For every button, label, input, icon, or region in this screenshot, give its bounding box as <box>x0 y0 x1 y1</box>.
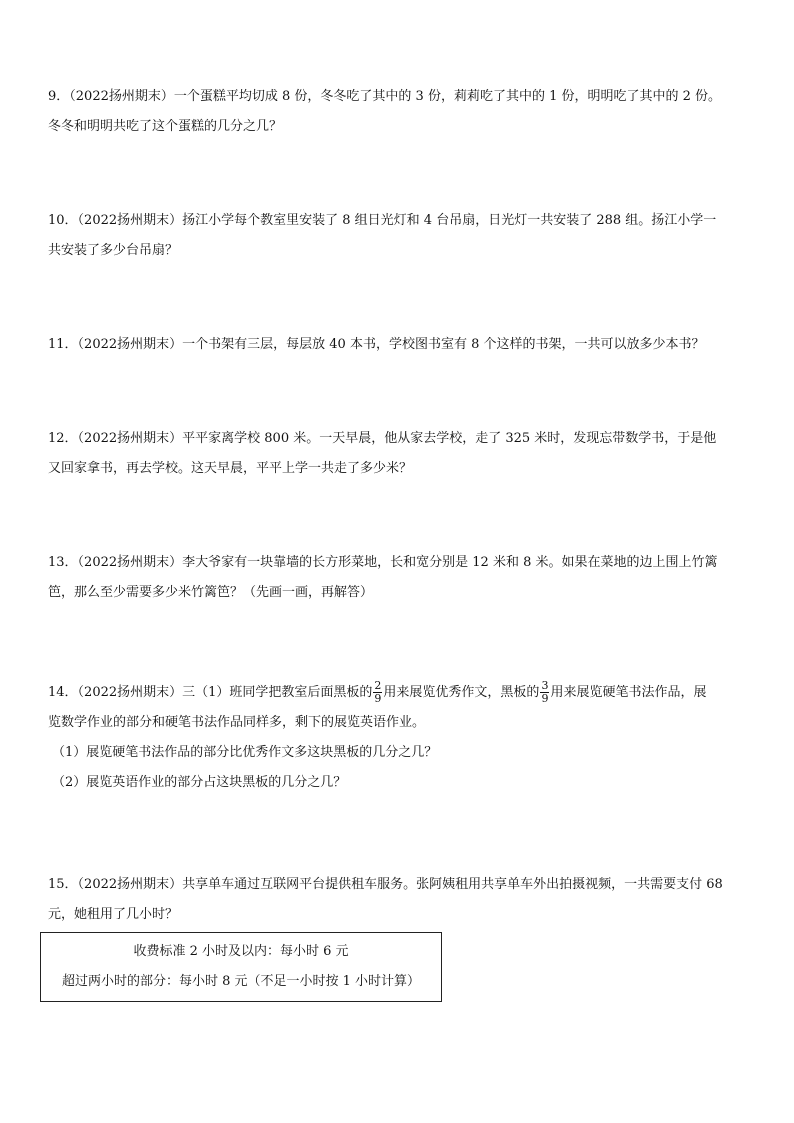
fee-standard-box <box>40 932 442 1002</box>
question-12-line-2: 又回家拿书，再去学校。这天早晨，平平上学一共走了多少米？ <box>48 461 413 476</box>
question-13-line-2: 笆，那么至少需要多少米竹篱笆？（先画一画，再解答） <box>48 585 374 600</box>
question-10 <box>48 206 758 266</box>
question-12 <box>48 424 758 484</box>
question-15-line-2: 元，她租用了几小时？ <box>48 907 179 922</box>
fee-line-2: 超过两小时的部分：每小时 8 元（不足一小时按 1 小时计算） <box>61 974 421 989</box>
question-14-line-1: 14．（2022扬州期末）三（1）班同学把教室后面黑板的 $\frac{2}{9}$ 用来展览优秀作文，黑板的 $\frac{3}{9}$ 用来展览硬笔书法作品，展 <box>48 679 707 705</box>
question-12-line-1: 12．（2022扬州期末）平平家离学校 800 米。一天早晨，他从家去学校，走了 325 米时，发现忘带数学书，于是他 <box>48 431 717 446</box>
question-9 <box>48 82 758 142</box>
question-11-line-1: 11．（2022扬州期末）一个书架有三层，每层放 40 本书，学校图书室有 8 个这样的书架，一共可以放多少本书？ <box>48 337 705 352</box>
question-10-line-2: 共安装了多少台吊扇？ <box>48 243 179 258</box>
question-9-line-1: 9．（2022扬州期末）一个蛋糕平均切成 8 份，冬冬吃了其中的 3 份，莉莉吃了其中的 1 份，明明吃了其中的 2 份。 <box>48 89 722 104</box>
question-14-line-2: 览数学作业的部分和硬笔书法作品同样多，剩下的展览英语作业。 <box>48 715 426 730</box>
question-14-sub-2: （2）展览英语作业的部分占这块黑板的几分之几？ <box>52 775 347 790</box>
fraction-two-ninths: $\frac{2}{9}$ <box>374 679 382 705</box>
question-9-line-2: 冬冬和明明共吃了这个蛋糕的几分之几？ <box>48 119 283 134</box>
fee-line-1: 收费标准 2 小时及以内：每小时 6 元 <box>133 944 349 959</box>
question-14 <box>48 678 758 798</box>
question-15-line-1: 15．（2022扬州期末）共享单车通过互联网平台提供租车服务。张阿姨租用共享单车外出拍摄视频，一共需要支付 68 <box>48 877 723 892</box>
question-10-line-1: 10．（2022扬州期末）扬江小学每个教室里安装了 8 组日光灯和 4 台吊扇，日光灯一共安装了 288 组。扬江小学一 <box>48 213 717 228</box>
question-15 <box>48 870 758 930</box>
question-13 <box>48 548 758 608</box>
fraction-three-ninths: $\frac{3}{9}$ <box>541 679 549 705</box>
question-14-sub-1: （1）展览硬笔书法作品的部分比优秀作文多这块黑板的几分之几？ <box>52 745 438 760</box>
question-11 <box>48 330 758 360</box>
question-13-line-1: 13．（2022扬州期末）李大爷家有一块靠墙的长方形菜地，长和宽分别是 12 米和 8 米。如果在菜地的边上围上竹篱 <box>48 555 718 570</box>
